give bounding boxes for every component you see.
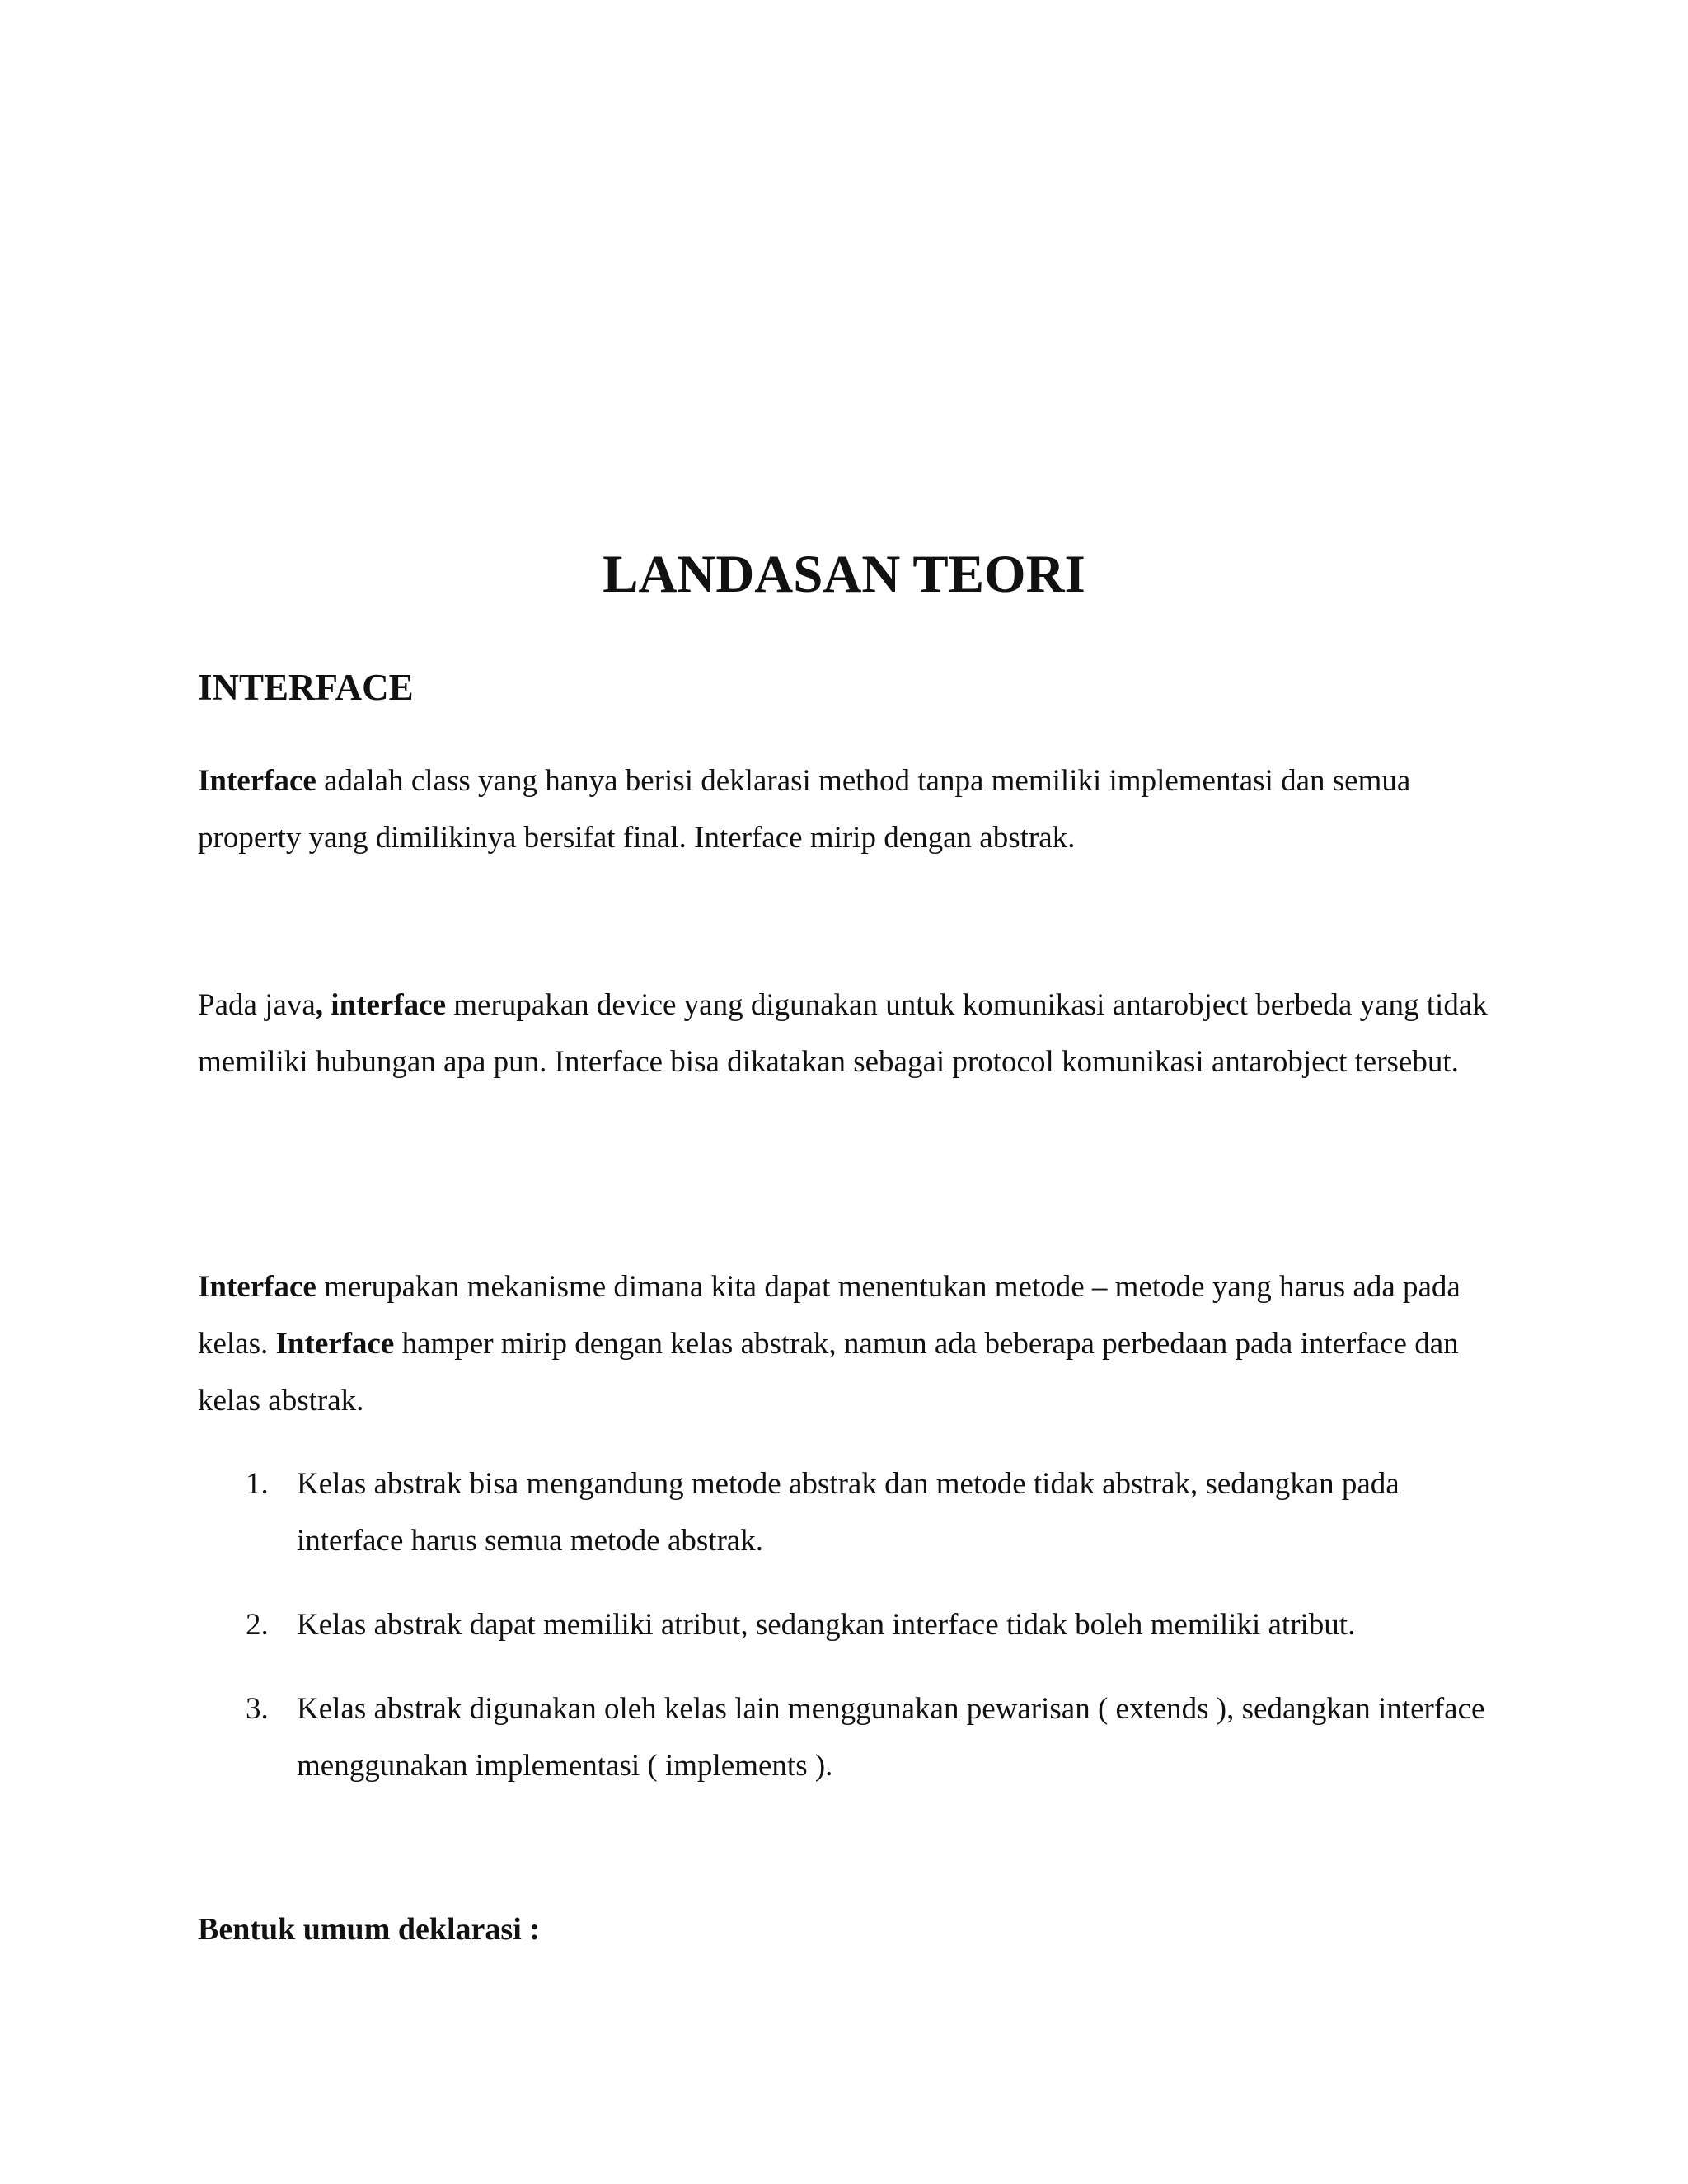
paragraph-definition xyxy=(198,752,1500,866)
bold-term: Interface xyxy=(198,1270,316,1304)
list-item-text: Kelas abstrak dapat memiliki atribut, sedangkan interface tidak boleh memiliki atribut. xyxy=(297,1608,1356,1642)
list-item-text: Kelas abstrak bisa mengandung metode abstrak dan metode tidak abstrak, sedangkan pada interface harus semua metode abstrak. xyxy=(297,1467,1400,1558)
paragraph-lead: Pada java xyxy=(198,988,316,1022)
bold-term: Interface xyxy=(275,1327,395,1361)
list-number: 1. xyxy=(246,1467,269,1501)
differences-list xyxy=(198,1455,1500,1821)
subheading-declaration: Bentuk umum deklarasi : xyxy=(198,1912,540,1947)
paragraph-text: merupakan device yang digunakan untuk komunikasi antarobject berbeda yang tidak memiliki hubungan apa pun. Interface bisa dikatakan sebagai protocol komunikasi antarobject tersebut. xyxy=(198,988,1488,1079)
bold-term: Interface xyxy=(198,764,316,798)
paragraph-text: merupakan mekanisme dimana kita dapat menentukan metode – metode yang harus ada pada kelas. xyxy=(198,1270,1461,1361)
list-item xyxy=(198,1455,1500,1569)
section-heading: INTERFACE xyxy=(198,667,414,708)
list-item xyxy=(198,1596,1500,1653)
paragraph-text: adalah class yang hanya berisi deklarasi method tanpa memiliki implementasi dan semua property yang dimilikinya bersifat final. Interface mirip dengan abstrak. xyxy=(198,764,1411,855)
paragraph-mechanism xyxy=(198,1258,1500,1429)
list-number: 2. xyxy=(246,1608,269,1642)
list-item xyxy=(198,1680,1500,1794)
list-item-text: Kelas abstrak digunakan oleh kelas lain menggunakan pewarisan ( extends ), sedangkan interface menggunakan implementasi ( implements ). xyxy=(297,1692,1485,1783)
bold-term: , interface xyxy=(315,988,446,1022)
list-number: 3. xyxy=(246,1692,269,1726)
paragraph-text: hamper mirip dengan kelas abstrak, namun ada beberapa perbedaan pada interface dan kelas abstrak. xyxy=(198,1327,1459,1418)
page-title: LANDASAN TEORI xyxy=(603,545,1085,604)
paragraph-java xyxy=(198,977,1500,1090)
